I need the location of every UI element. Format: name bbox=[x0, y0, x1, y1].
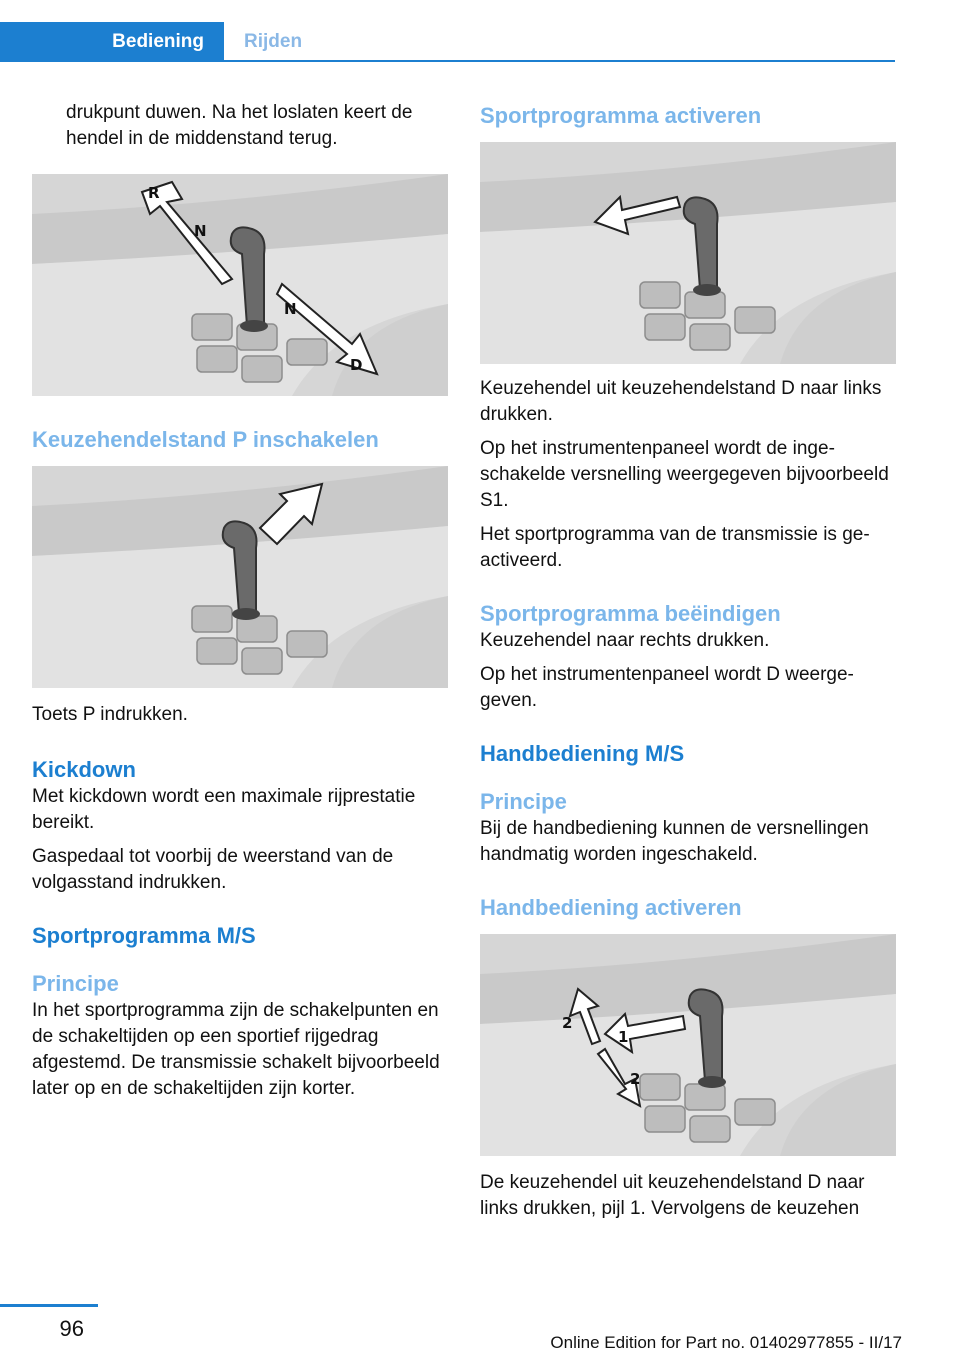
kickdown-text-2: Gaspedaal tot voorbij de weerstand van de volgasstand indrukken. bbox=[32, 846, 394, 893]
heading-principe-left: Principe bbox=[32, 971, 119, 996]
tab-divider bbox=[0, 60, 895, 62]
heading-principe-right: Principe bbox=[480, 789, 567, 814]
heading-handbediening: Handbediening M/S bbox=[480, 741, 685, 766]
fig4-label-1: 1 bbox=[618, 1028, 629, 1046]
sport-act-text-3: Het sportprogramma van de transmissie is geactiveerd. bbox=[480, 524, 870, 571]
heading-p-inschakelen: Keuzehendelstand P inschakelen bbox=[32, 427, 379, 452]
fig1-label-d: D bbox=[350, 356, 363, 374]
tab-rijden[interactable]: Rijden bbox=[244, 31, 303, 52]
heading-sport-activeren: Sportprogramma activeren bbox=[480, 103, 762, 128]
figure-sport-activate bbox=[480, 142, 896, 364]
heading-handbediening-activeren: Handbediening activeren bbox=[480, 895, 742, 920]
edition-text: Online Edition for Part no. 01402977855 - II/17 bbox=[550, 1333, 902, 1352]
p-text: Toets P indrukken. bbox=[32, 704, 188, 725]
intro-paragraph: drukpunt duwen. Na het loslaten keert de hendel in de middenstand terug. bbox=[66, 102, 413, 149]
section-tabbar bbox=[0, 0, 895, 62]
principe-text-left: In het sportprogramma zijn de schakelpunten en de schakeltijden op een sportief rijgedrag afgestemd. De transmissie schakelt bijvoorbeeld later op en de schakeltijden zijn korter. bbox=[32, 1000, 440, 1099]
figure-p-button bbox=[32, 466, 448, 688]
right-column bbox=[480, 102, 896, 1230]
sport-end-text-1: Keuzehendel naar rechts drukken. bbox=[480, 630, 770, 651]
fig1-label-n-top: N bbox=[194, 222, 207, 240]
heading-sportprogramma: Sportprogramma M/S bbox=[32, 923, 256, 948]
tab-bediening[interactable]: Bediening bbox=[0, 22, 224, 62]
sport-act-text-1: Keuzehendel uit keuzehendelstand D naar links drukken. bbox=[480, 378, 882, 425]
sport-end-text-2: Op het instrumentenpaneel wordt D weergegeven. bbox=[480, 664, 854, 711]
heading-kickdown: Kickdown bbox=[32, 757, 136, 782]
footer-rule bbox=[0, 1304, 98, 1307]
fig1-label-n-bottom: N bbox=[284, 300, 297, 318]
left-column bbox=[32, 100, 448, 1110]
fig1-label-r: R bbox=[148, 184, 160, 202]
manual-act-text: De keuzehendel uit keuzehendelstand D naar links drukken, pijl 1. Vervolgens de keuzehen bbox=[480, 1172, 865, 1219]
sport-act-text-2: Op het instrumentenpaneel wordt de ingeschakelde versnelling weergegeven bijvoorbeeld S1. bbox=[480, 438, 889, 511]
manual-principe-text: Bij de handbediening kunnen de versnellingen handmatig worden ingeschakeld. bbox=[480, 818, 869, 865]
page-number: 96 bbox=[59, 1316, 84, 1341]
kickdown-text-1: Met kickdown wordt een maximale rijprestatie bereikt. bbox=[32, 786, 416, 833]
fig4-label-2-bottom: 2 bbox=[630, 1070, 641, 1088]
fig4-label-2-left: 2 bbox=[562, 1014, 573, 1032]
figure-manual-activate bbox=[480, 934, 896, 1156]
figure-shift-r-n-d bbox=[32, 174, 448, 396]
heading-sport-beeindigen: Sportprogramma beëindigen bbox=[480, 601, 781, 626]
